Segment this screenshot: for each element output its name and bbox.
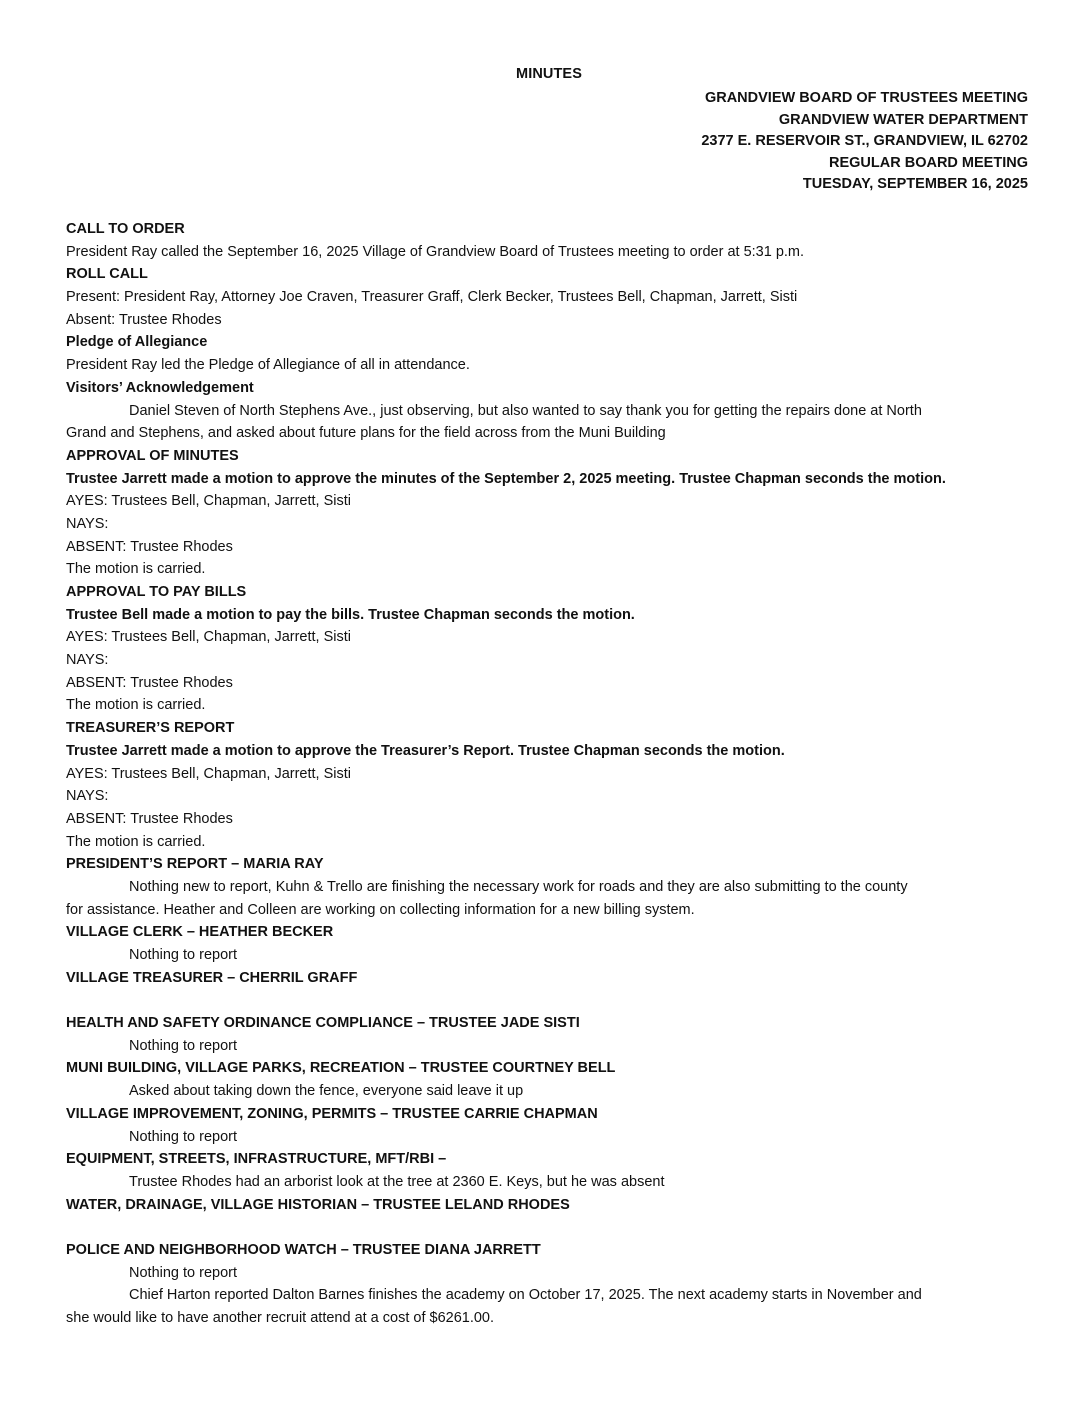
roll-call-absent: Absent: Trustee Rhodes	[66, 311, 222, 328]
treasurer-report-result: The motion is carried.	[66, 833, 206, 850]
document-title: MINUTES	[516, 66, 582, 82]
equipment-text: Trustee Rhodes had an arborist look at the tree at 2360 E. Keys, but he was absent	[129, 1173, 665, 1190]
visitors-text-line-1: Daniel Steven of North Stephens Ave., just observing, but also wanted to say thank you for getting the repairs done at North	[129, 402, 922, 419]
section-heading-muni-building: MUNI BUILDING, VILLAGE PARKS, RECREATION – TRUSTEE COURTNEY BELL	[66, 1060, 616, 1077]
approval-bills-motion: Trustee Bell made a motion to pay the bills. Trustee Chapman seconds the motion.	[66, 606, 635, 623]
section-heading-president-report: PRESIDENT’S REPORT – MARIA RAY	[66, 856, 324, 873]
blank-line	[66, 1216, 1026, 1239]
treasurer-report-absent: ABSENT: Trustee Rhodes	[66, 810, 233, 827]
approval-bills-absent: ABSENT: Trustee Rhodes	[66, 674, 233, 691]
header-department: GRANDVIEW WATER DEPARTMENT	[778, 111, 1028, 128]
minutes-body	[66, 218, 1026, 1330]
approval-minutes-nays: NAYS:	[66, 515, 109, 532]
approval-minutes-result: The motion is carried.	[66, 561, 206, 578]
header-meeting-type: REGULAR BOARD MEETING	[829, 154, 1028, 171]
header-board-name: GRANDVIEW BOARD OF TRUSTEES MEETING	[704, 90, 1028, 106]
header-address: 2377 E. RESERVOIR ST., GRANDVIEW, IL 62702	[701, 133, 1028, 150]
approval-bills-result: The motion is carried.	[66, 697, 206, 714]
police-report-line-2: she would like to have another recruit attend at a cost of $6261.00.	[66, 1310, 495, 1326]
section-heading-equipment: EQUIPMENT, STREETS, INFRASTRUCTURE, MFT/RBI –	[66, 1151, 447, 1168]
approval-minutes-ayes: AYES: Trustees Bell, Chapman, Jarrett, Sisti	[66, 493, 352, 510]
treasurer-report-nays: NAYS:	[66, 788, 109, 805]
section-heading-approval-of-minutes: APPROVAL OF MINUTES	[66, 447, 239, 464]
section-heading-roll-call: ROLL CALL	[66, 266, 148, 283]
section-heading-village-treasurer: VILLAGE TREASURER – CHERRIL GRAFF	[66, 969, 358, 986]
section-heading-health-safety: HEALTH AND SAFETY ORDINANCE COMPLIANCE – TRUSTEE JADE SISTI	[66, 1015, 580, 1032]
section-heading-village-clerk: VILLAGE CLERK – HEATHER BECKER	[66, 924, 334, 941]
meeting-header	[701, 88, 1028, 196]
approval-minutes-motion: Trustee Jarrett made a motion to approve the minutes of the September 2, 2025 meeting. Trustee Chapman seconds the motion.	[66, 470, 946, 487]
blank-line	[66, 989, 1026, 1012]
treasurer-report-ayes: AYES: Trustees Bell, Chapman, Jarrett, Sisti	[66, 765, 352, 782]
president-report-line-2: for assistance. Heather and Colleen are working on collecting information for a new billing system.	[66, 901, 695, 918]
section-heading-treasurer-report: TREASURER’S REPORT	[66, 720, 235, 737]
section-heading-pledge: Pledge of Allegiance	[66, 334, 208, 351]
police-report-line-1: Chief Harton reported Dalton Barnes finishes the academy on October 17, 2025. The next academy starts in November and	[129, 1287, 922, 1304]
section-heading-approval-to-pay-bills: APPROVAL TO PAY BILLS	[66, 584, 247, 600]
call-to-order-text: President Ray called the September 16, 2025 Village of Grandview Board of Trustees meeting to order at 5:31 p.m.	[66, 243, 805, 260]
police-text: Nothing to report	[129, 1264, 238, 1281]
section-heading-water: WATER, DRAINAGE, VILLAGE HISTORIAN – TRUSTEE LELAND RHODES	[66, 1196, 570, 1213]
roll-call-present: Present: President Ray, Attorney Joe Craven, Treasurer Graff, Clerk Becker, Trustees Bell, Chapman, Jarrett, Sisti	[66, 289, 798, 306]
treasurer-report-motion: Trustee Jarrett made a motion to approve the Treasurer’s Report. Trustee Chapman seconds the motion.	[66, 742, 785, 759]
pledge-text: President Ray led the Pledge of Allegiance of all in attendance.	[66, 357, 470, 374]
president-report-line-1: Nothing new to report, Kuhn & Trello are finishing the necessary work for roads and they are also submitting to the county	[129, 878, 908, 895]
section-heading-call-to-order: CALL TO ORDER	[66, 221, 185, 237]
village-improvement-text: Nothing to report	[129, 1128, 238, 1145]
visitors-text-line-2: Grand and Stephens, and asked about future plans for the field across from the Muni Building	[66, 425, 666, 442]
approval-bills-nays: NAYS:	[66, 652, 109, 669]
approval-minutes-absent: ABSENT: Trustee Rhodes	[66, 538, 233, 555]
village-clerk-text: Nothing to report	[129, 947, 238, 963]
header-meeting-date: TUESDAY, SEPTEMBER 16, 2025	[802, 176, 1028, 193]
muni-building-text: Asked about taking down the fence, everyone said leave it up	[129, 1083, 524, 1100]
section-heading-police: POLICE AND NEIGHBORHOOD WATCH – TRUSTEE DIANA JARRETT	[66, 1241, 541, 1258]
approval-bills-ayes: AYES: Trustees Bell, Chapman, Jarrett, Sisti	[66, 629, 352, 646]
health-safety-text: Nothing to report	[129, 1037, 238, 1054]
section-heading-village-improvement: VILLAGE IMPROVEMENT, ZONING, PERMITS – TRUSTEE CARRIE CHAPMAN	[66, 1105, 598, 1122]
section-heading-visitors: Visitors’ Acknowledgement	[66, 379, 254, 396]
